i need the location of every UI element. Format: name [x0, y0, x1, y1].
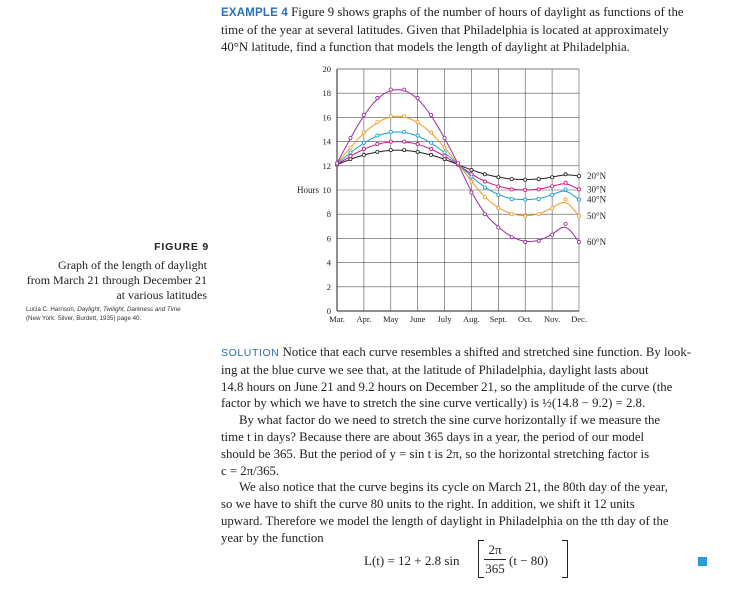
series-point — [524, 198, 527, 201]
series-point — [362, 153, 365, 156]
y-tick-label: 6 — [326, 233, 331, 244]
series-point — [430, 147, 433, 150]
series-label: 20°N — [587, 171, 607, 182]
solution-text — [221, 344, 721, 547]
series-point — [430, 113, 433, 116]
series-point — [389, 88, 392, 91]
series-point — [470, 191, 473, 194]
series-point — [376, 134, 379, 137]
solution-line: should be 365. But the period of y = sin t is 2π, so the horizontal stretching factor is — [221, 446, 650, 461]
series-point — [416, 96, 419, 99]
equation-tail: (t − 80) — [509, 553, 549, 568]
y-tick-label: 0 — [326, 306, 331, 316]
y-tick-label: 12 — [322, 160, 331, 171]
caption-line: from March 21 through December 21 — [26, 273, 207, 287]
series-point — [389, 148, 392, 151]
series-point — [497, 176, 500, 179]
series-point — [483, 213, 486, 216]
series-point — [349, 151, 352, 154]
series-point — [564, 222, 567, 225]
caption-line: at various latitudes — [116, 288, 207, 302]
example-label: EXAMPLE 4 — [221, 7, 288, 19]
series-label: 50°N — [587, 211, 607, 222]
solution-line: We also notice that the curve begins its cycle on March 21, the 80th day of the year, — [239, 480, 668, 495]
series-point — [577, 174, 580, 177]
y-tick-label: 2 — [326, 281, 331, 292]
series-point — [416, 134, 419, 137]
solution-line: year by the function — [221, 530, 324, 545]
series-point — [524, 214, 527, 217]
series-point — [510, 213, 513, 216]
series-point — [470, 168, 473, 171]
x-tick-label: May — [382, 314, 399, 324]
y-tick-label: 8 — [326, 209, 331, 220]
series-point — [497, 185, 500, 188]
series-point — [537, 197, 540, 200]
series-point — [430, 141, 433, 144]
series-point — [416, 150, 419, 153]
series-point — [551, 233, 554, 236]
series-point — [564, 188, 567, 191]
series-point — [362, 113, 365, 116]
series-point — [510, 188, 513, 191]
y-tick-label: 16 — [322, 112, 331, 123]
y-tick-label: 10 — [322, 185, 331, 195]
y-axis-label: Hours — [297, 185, 319, 195]
series-point — [376, 121, 379, 124]
series-point — [349, 155, 352, 158]
x-tick-label: Oct. — [518, 314, 533, 324]
series-point — [551, 176, 554, 179]
series-point — [403, 88, 406, 91]
series-point — [483, 186, 486, 189]
series-point — [376, 96, 379, 99]
series-point — [510, 236, 513, 239]
series-point — [430, 153, 433, 156]
series-point — [362, 147, 365, 150]
series-point — [403, 115, 406, 118]
solution-line: time t in days? Because there are about 365 days in a year, the period of our model — [221, 429, 645, 444]
series-point — [497, 226, 500, 229]
solution-label: SOLUTION — [221, 347, 280, 359]
series-point — [577, 198, 580, 201]
series-label: 60°N — [587, 237, 607, 248]
equation-lhs: L(t) = 12 + 2.8 sin — [364, 553, 460, 568]
series-label: 40°N — [587, 194, 607, 205]
x-tick-label: Apr. — [356, 314, 372, 324]
series-point — [524, 178, 527, 181]
series-point — [497, 193, 500, 196]
fraction-denominator: 365 — [485, 561, 505, 576]
series-point — [564, 173, 567, 176]
y-tick-label: 14 — [322, 136, 331, 147]
series-label: 30°N — [587, 184, 607, 195]
series-point — [376, 150, 379, 153]
series-point — [416, 121, 419, 124]
solution-line: c = 2π/365. — [221, 463, 280, 478]
series-point — [524, 240, 527, 243]
series-point — [362, 131, 365, 134]
series-point — [483, 180, 486, 183]
solution-line: 14.8 hours on June 21 and 9.2 hours on December 21, so the amplitude of the curve (the — [221, 379, 673, 394]
series-point — [551, 207, 554, 210]
series-point — [443, 151, 446, 154]
example-line: EXAMPLE 4 Figure 9 shows graphs of the number of hours of daylight as functions of the — [221, 5, 684, 19]
end-of-solution-icon — [698, 557, 707, 566]
solution-line: so we have to shift the curve 80 units to the right. In addition, we shift it 12 units — [221, 497, 635, 512]
solution-line: ing at the blue curve we see that, at the latitude of Philadelphia, daylight lasts about — [221, 362, 649, 377]
fraction-numerator: 2π — [488, 542, 502, 557]
series-point — [551, 193, 554, 196]
x-tick-label: Mar. — [329, 314, 345, 324]
series-point — [443, 146, 446, 149]
series-point — [537, 239, 540, 242]
series-point — [349, 146, 352, 149]
series-point — [564, 181, 567, 184]
series-point — [389, 130, 392, 133]
series-point — [456, 162, 459, 165]
source-title: Daylight, Twilight, Darkness and Time — [77, 306, 181, 313]
series-point — [497, 207, 500, 210]
series-point — [389, 140, 392, 143]
series-point — [403, 148, 406, 151]
series-point — [349, 136, 352, 139]
solution-line: upward. Therefore we model the length of daylight in Philadelphia on the tth day of the — [221, 513, 669, 528]
bracket-right — [562, 540, 568, 578]
x-tick-label: July — [437, 314, 452, 324]
series-point — [443, 136, 446, 139]
series-point — [483, 196, 486, 199]
series-point — [362, 141, 365, 144]
series-point — [537, 188, 540, 191]
series-point — [577, 214, 580, 217]
series-point — [403, 140, 406, 143]
series-point — [510, 178, 513, 181]
series-point — [430, 131, 433, 134]
solution-line: SOLUTION Notice that each curve resembles a shifted and stretched sine function. By look- — [221, 345, 691, 359]
series-point — [416, 142, 419, 145]
series-point — [564, 198, 567, 201]
fraction-bar — [484, 559, 506, 560]
x-tick-label: June — [409, 314, 426, 324]
series-point — [376, 142, 379, 145]
series-point — [443, 155, 446, 158]
series-point — [389, 115, 392, 118]
example-line: time of the year at several latitudes. Given that Philadelphia is located at approximately — [221, 22, 669, 37]
series-point — [577, 240, 580, 243]
caption-line: Graph of the length of daylight — [58, 258, 207, 272]
example-line: 40°N latitude, find a function that models the length of daylight at Philadelphia. — [221, 39, 630, 54]
series-point — [483, 173, 486, 176]
chart-labels — [297, 64, 607, 324]
equation — [364, 540, 624, 580]
figure-title: FIGURE 9 — [154, 241, 209, 253]
series-point — [510, 197, 513, 200]
source-author: Lucia C. Harrison, — [26, 306, 78, 313]
x-tick-label: Aug. — [463, 314, 480, 324]
solution-line: By what factor do we need to stretch the sine curve horizontally if we measure the — [239, 413, 661, 428]
series-point — [470, 175, 473, 178]
series-point — [403, 130, 406, 133]
series-point — [537, 178, 540, 181]
source-publisher: (New York: Silver, Burdett, 1935) page 40. — [26, 315, 142, 322]
series-point — [335, 162, 338, 165]
y-tick-label: 4 — [326, 257, 331, 268]
series-point — [551, 185, 554, 188]
y-tick-label: 18 — [322, 88, 331, 99]
y-tick-label: 20 — [322, 64, 331, 74]
series-point — [470, 180, 473, 183]
chart-grid — [337, 69, 579, 311]
x-tick-label: Nov. — [544, 314, 561, 324]
solution-line: factor by which we have to stretch the sine curve vertically) is ½(14.8 − 9.2) = 2.8. — [221, 396, 646, 411]
series-point — [577, 188, 580, 191]
x-tick-label: Dec. — [571, 314, 587, 324]
series-point — [537, 213, 540, 216]
series-point — [524, 188, 527, 191]
x-tick-label: Sept. — [489, 314, 507, 324]
